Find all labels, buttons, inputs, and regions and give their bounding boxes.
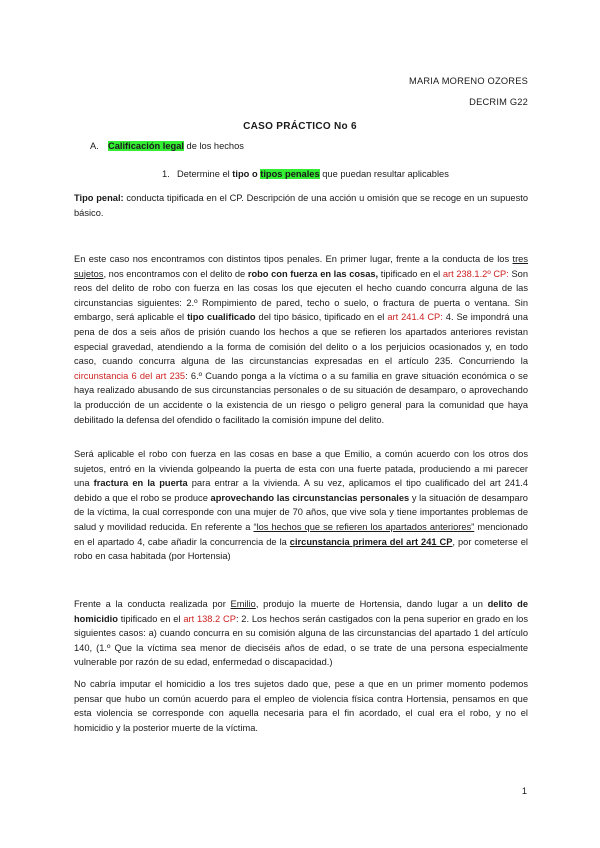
text-run: En este caso nos encontramos con distintos tipos penales. En primer lugar, frente a la conducta de los <box>74 254 513 264</box>
question-1-bold-tipo: tipo <box>232 169 250 179</box>
group-code: DECRIM G22 <box>469 97 528 107</box>
paragraph-robbery <box>74 252 528 427</box>
text-run: tipificado en el <box>117 613 184 624</box>
text-run: No cabría imputar el homicidio a los tres sujetos dado que, pese a que en un primer momento podemos pensar que hubo un común acuerdo para el empleo de violencia física contra Hortensia, pensamos en que esta violencia se corresponde con aquella necesaria para el fin acordado, el cual era el robo, y no el homicidio y la posterior muerte de la víctima. <box>74 679 528 733</box>
definition-paragraph <box>74 191 528 220</box>
underlined-text: tres sujetos <box>74 254 528 279</box>
section-a-highlight: Calificación legal <box>108 141 184 151</box>
text-run: tipificado en el <box>378 268 443 279</box>
bold-text: delito de homicidio <box>74 599 528 624</box>
text-run: para entrar a la vivienda. A su vez, aplicamos el tipo cualificado del art 241.4 debido a que el robo se produce <box>74 478 528 503</box>
section-a-heading <box>90 141 244 151</box>
legal-reference: art 138.2 CP <box>183 613 236 624</box>
legal-reference: art 241.4 CP: <box>387 312 443 323</box>
document-title: CASO PRÁCTICO No 6 <box>243 121 357 132</box>
text-run: : 6.º Cuando ponga a la víctima o a su familia en grave situación económica o se haya realizado abusando de sus circunstancias personales o de su situación de desamparo, o aprovechando la producción de un accidente o la existencia de un riesgo o peligro general para la comunidad que haya debilitado la defensa del ofendido o facilitado la comisión impune del delito. <box>74 370 529 425</box>
text-run: Son reos del delito de robo con fuerza en las cosas los que ejecuten el hecho cuando concurra alguna de las circunstancias siguientes: 2.º Rompimiento de pared, techo o suelo, o fractura de puerta o ventana. Sin embargo, será aplicable el <box>74 268 528 323</box>
text-run: y la situación de desamparo de la víctima, la cual corresponde con una mujer de 70 años, que vive sola y tiene importantes problemas de salud y movilidad reducida. En referente a <box>74 492 528 532</box>
question-1-highlight: tipos penales <box>260 169 320 179</box>
underlined-text: Emilio <box>230 599 256 609</box>
section-a-marker: A. <box>90 141 99 151</box>
legal-reference: art 238.1.2º CP: <box>442 268 509 279</box>
underlined-text: “los hechos que se refieren los apartados anteriores” <box>253 521 475 532</box>
definition-term: Tipo penal: <box>74 193 124 203</box>
legal-reference: circunstancia 6 del art 235 <box>74 370 186 381</box>
text-run: mencionado en el apartado 4, cabe añadir la concurrencia de la <box>74 521 528 547</box>
page-number: 1 <box>521 786 527 796</box>
text-run: , nos encontramos con el delito de <box>103 268 248 279</box>
section-a-rest: de los hechos <box>183 141 244 151</box>
question-1-marker: 1. <box>162 169 170 179</box>
paragraph-application <box>74 447 528 564</box>
question-1-bold-o: o <box>251 169 258 179</box>
text-run: Será aplicable el robo con fuerza en las cosas en base a que Emilio, a común acuerdo con los otros dos sujetos, entró en la vivienda golpeando la puerta de esta con una fuerte patada, produciendo a mi parecer una <box>74 449 528 489</box>
text-run: 4. Se impondrá una pena de dos a seis años de prisión cuando los hechos a que se refieren los apartados anteriores revistan especial gravedad, atendiendo a la forma de comisión del delito o a los perjuicios ocasionados y, en todo caso, cuando concurra alguna de las circunstancias expresadas en el artículo 235. Concurriendo la <box>74 312 528 367</box>
text-run: Frente a la conducta realizada por <box>74 599 231 609</box>
definition-text: conducta tipificada en el CP. Descripción de una acción u omisión que se recoge en un supuesto básico. <box>74 193 528 218</box>
bold-text: tipo cualificado <box>187 312 256 323</box>
text-run: , produjo la muerte de Hortensia, dando lugar a un <box>255 599 488 609</box>
question-1-text-end: que puedan resultar aplicables <box>319 169 449 179</box>
paragraph-homicide <box>74 597 528 670</box>
question-1-text: Determine el <box>177 169 233 179</box>
bold-underlined-text: circunstancia primera del art 241 CP <box>289 536 453 547</box>
text-run: , por cometerse el robo en casa habitada (por Hortensia) <box>74 536 528 562</box>
author-name: MARIA MORENO OZORES <box>409 76 528 86</box>
bold-text: robo con fuerza en las cosas, <box>247 268 379 279</box>
text-run: del tipo básico, tipificado en el <box>255 312 388 323</box>
paragraph-imputation <box>74 677 528 735</box>
question-1 <box>162 169 449 179</box>
bold-text: fractura en la puerta <box>93 478 188 489</box>
text-run: : 2. Los hechos serán castigados con la pena superior en grado en los siguientes casos: a) cuando concurra en su comisión alguna de las circunstancias del apartado 1 del artículo 140, (1.º Que la víctima sea menor de dieciséis años de edad, o se trate de una persona especialmente vulnerable por razón de su edad, enfermedad o discapacidad.) <box>74 613 528 668</box>
bold-text: aprovechando las circunstancias personales <box>210 492 410 503</box>
